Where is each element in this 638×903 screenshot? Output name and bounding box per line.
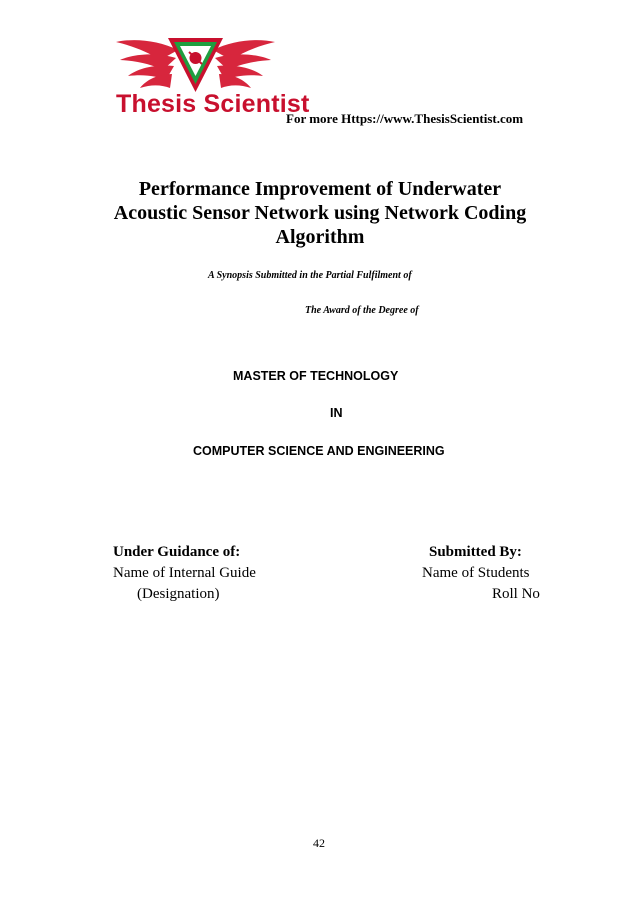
triangle-emblem-icon bbox=[168, 38, 223, 92]
page-number: 42 bbox=[313, 836, 325, 850]
guide-name: Name of Internal Guide bbox=[113, 565, 256, 581]
left-wing-icon bbox=[116, 40, 178, 88]
title-line-2: Acoustic Sensor Network using Network Coding bbox=[113, 202, 527, 224]
brand-name: Thesis Scientist bbox=[116, 90, 310, 118]
degree-branch: COMPUTER SCIENCE AND ENGINEERING bbox=[193, 444, 445, 458]
synopsis-line-2: The Award of the Degree of bbox=[305, 305, 419, 316]
more-info-link[interactable]: For more Https://www.ThesisScientist.com bbox=[286, 111, 524, 126]
roll-number: Roll No bbox=[492, 586, 540, 602]
degree-name: MASTER OF TECHNOLOGY bbox=[233, 369, 399, 383]
right-wing-icon bbox=[213, 40, 275, 88]
synopsis-line-1: A Synopsis Submitted in the Partial Fulfilment of bbox=[208, 270, 412, 281]
guidance-heading: Under Guidance of: bbox=[113, 544, 241, 560]
guide-designation: (Designation) bbox=[137, 586, 220, 602]
title-line-3: Algorithm bbox=[275, 226, 365, 248]
degree-in: IN bbox=[330, 406, 343, 420]
submitted-heading: Submitted By: bbox=[429, 544, 522, 560]
title-line-1: Performance Improvement of Underwater bbox=[138, 178, 502, 200]
student-name: Name of Students bbox=[422, 565, 530, 581]
